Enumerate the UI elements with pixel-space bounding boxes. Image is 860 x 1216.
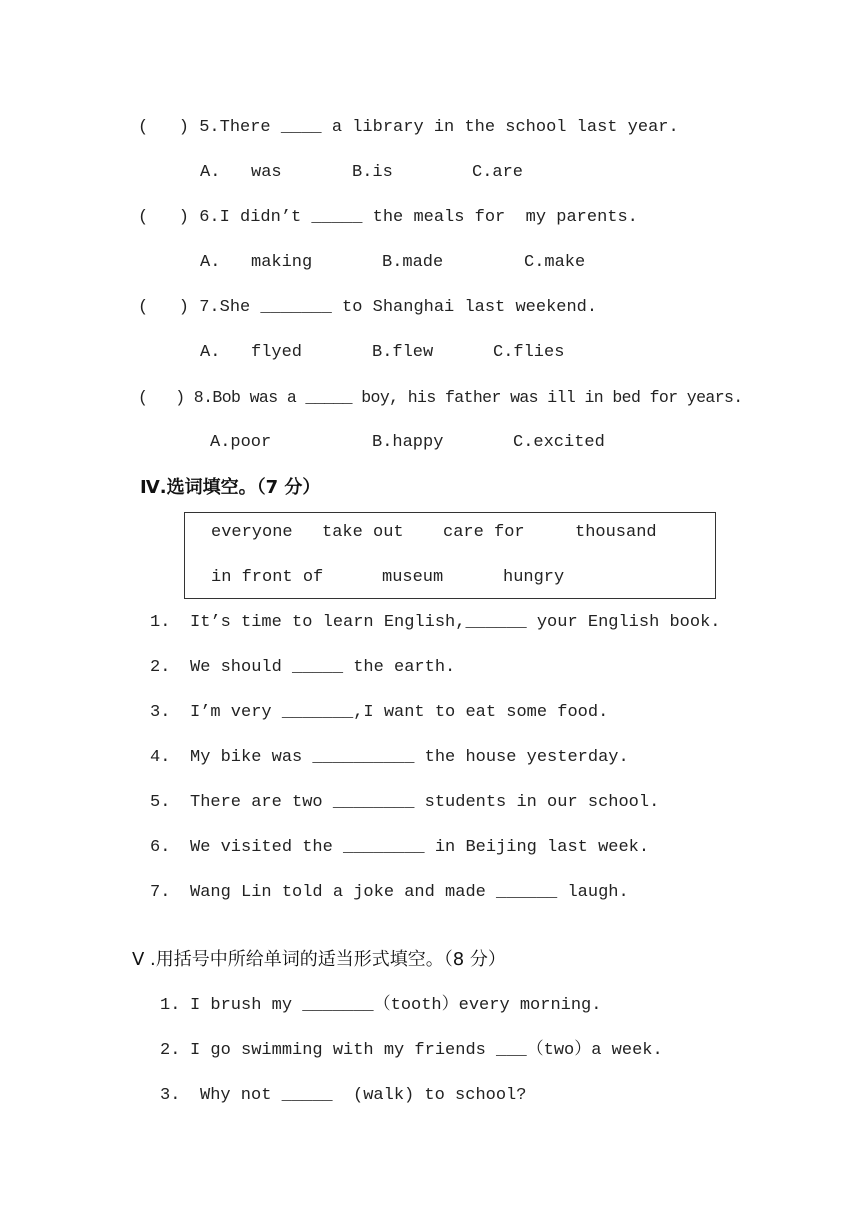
question-5: ( ) 5.There ____ a library in the school last year.: [138, 118, 679, 137]
fill-blank-sentence: Wang Lin told a joke and made ______ laugh.: [190, 883, 629, 902]
option-a: A.poor: [210, 433, 272, 452]
fill-blank-sentence: It’s time to learn English,______ your English book.: [190, 613, 721, 632]
word-bank-item: hungry: [503, 568, 565, 587]
item-number: 2.: [150, 658, 171, 677]
fill-blank-sentence: We visited the ________ in Beijing last week.: [190, 838, 650, 857]
question-6: ( ) 6.I didn’t _____ the meals for my parents.: [138, 208, 638, 227]
question-7: ( ) 7.She _______ to Shanghai last weekend.: [138, 298, 598, 317]
word-bank-item: museum: [382, 568, 444, 587]
fill-blank-sentence: I go swimming with my friends ___（two）a week.: [190, 1041, 663, 1060]
item-number: 2.: [160, 1041, 181, 1060]
word-bank-item: in front of: [211, 568, 324, 587]
word-bank-item: thousand: [575, 523, 657, 542]
option-c: C.are: [472, 163, 524, 182]
section-5-title: Ⅴ .用括号中所给单词的适当形式填空。（8 分）: [132, 949, 506, 970]
fill-blank-sentence: We should _____ the earth.: [190, 658, 456, 677]
option-label: A.: [200, 163, 221, 182]
option-c: C.make: [524, 253, 586, 272]
fill-blank-sentence: Why not _____ (walk) to school?: [200, 1086, 527, 1105]
fill-blank-sentence: My bike was __________ the house yesterday.: [190, 748, 629, 767]
fill-blank-sentence: I brush my _______（tooth）every morning.: [190, 996, 602, 1015]
option-a: making: [251, 253, 313, 272]
item-number: 5.: [150, 793, 171, 812]
item-number: 1.: [160, 996, 181, 1015]
option-a: was: [251, 163, 282, 182]
option-b: B.flew: [372, 343, 434, 362]
item-number: 3.: [160, 1086, 181, 1105]
word-bank-item: everyone: [211, 523, 293, 542]
option-b: B.made: [382, 253, 444, 272]
option-label: A.: [200, 343, 221, 362]
section-4-title: Ⅳ.选词填空。（7 分）: [140, 477, 321, 498]
item-number: 3.: [150, 703, 171, 722]
fill-blank-sentence: There are two ________ students in our school.: [190, 793, 660, 812]
option-b: B.is: [352, 163, 393, 182]
item-number: 4.: [150, 748, 171, 767]
item-number: 6.: [150, 838, 171, 857]
option-label: A.: [200, 253, 221, 272]
word-bank-item: care for: [443, 523, 525, 542]
option-c: C.excited: [513, 433, 605, 452]
question-8: ( ) 8.Bob was a _____ boy, his father was ill in bed for years.: [138, 388, 743, 407]
option-b: B.happy: [372, 433, 444, 452]
option-c: C.flies: [493, 343, 565, 362]
word-bank-item: take out: [322, 523, 404, 542]
item-number: 7.: [150, 883, 171, 902]
item-number: 1.: [150, 613, 171, 632]
option-a: flyed: [251, 343, 303, 362]
fill-blank-sentence: I’m very _______,I want to eat some food.: [190, 703, 609, 722]
